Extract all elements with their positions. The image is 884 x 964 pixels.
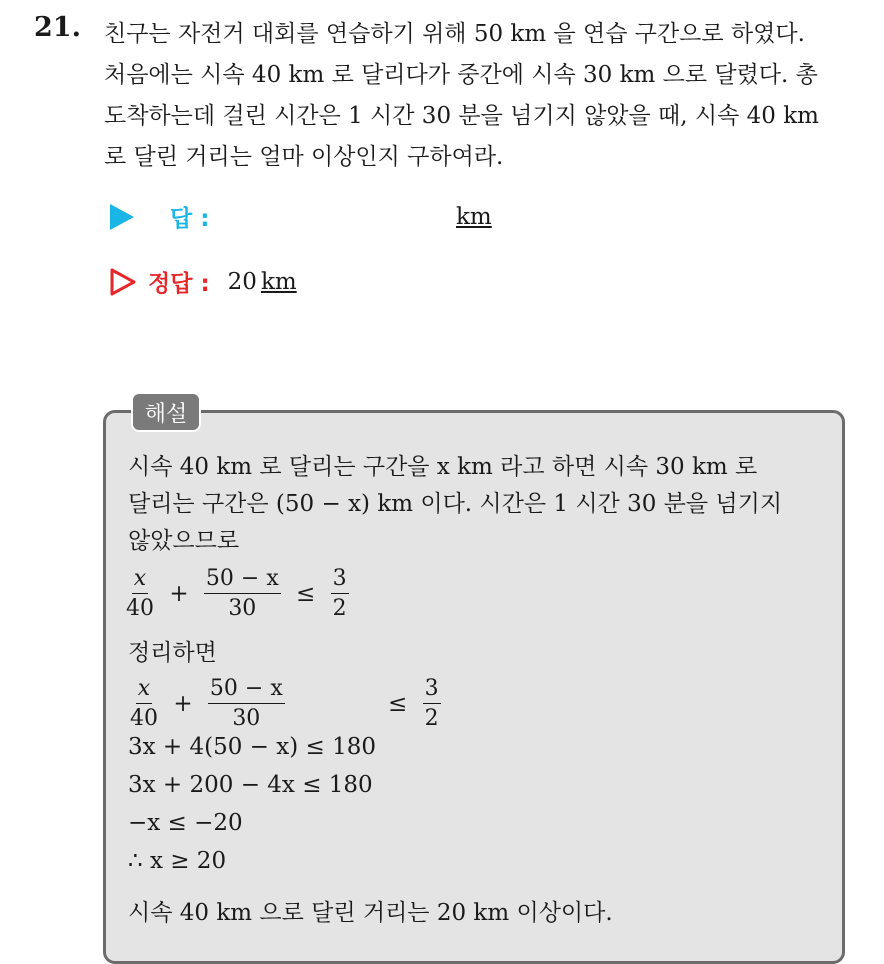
correct-answer-row [110,265,297,298]
correct-answer-unit: km [260,268,297,295]
solution-conclusion: 시속 40 km 으로 달린 거리는 20 km 이상이다. [128,900,613,926]
solution-step: ∴ x ≥ 20 [128,848,227,874]
question-line: 친구는 자전거 대회를 연습하기 위해 50 km 을 연습 구간으로 하였다. [104,21,805,47]
correct-answer-value: 20 km [227,268,297,295]
fraction: $\frac{3}{2}$ [332,566,347,621]
solution-intro-line: 않았으므로 [128,528,240,554]
play-outline-icon [110,268,136,296]
inequality-2: $\frac{x}{40}$ + $\frac{50 - x}{30}$ ≤ $\frac{3}{2}$ [130,676,439,731]
play-filled-icon [110,204,134,230]
solution-step: 3x + 4(50 − x) ≤ 180 [128,734,377,760]
fraction: $\frac{3}{2}$ [424,676,439,731]
question-text [104,14,874,178]
question-line: 처음에는 시속 40 km 로 달리다가 중간에 시속 30 km 으로 달렸다. 총 [104,62,818,88]
solution-step: −x ≤ −20 [128,810,243,836]
solution-intro-line: 달리는 구간은 (50 − x) km 이다. 시간은 1 시간 30 분을 넘기지 [128,491,783,517]
fraction: $\frac{50 - x}{30}$ [205,566,279,621]
answer-row [110,200,209,233]
solution-step: 3x + 200 − 4x ≤ 180 [128,772,373,798]
simplify-label: 정리하면 [128,640,217,666]
solution-intro-line: 시속 40 km 로 달리는 구간을 x km 라고 하면 시속 30 km 로 [128,454,758,480]
fraction: $\frac{50 - x}{30}$ [209,676,283,731]
correct-answer-label: 정답 : [148,271,210,297]
answer-blank-unit: km [456,204,492,230]
question-line: 도착하는데 걸린 시간은 1 시간 30 분을 넘기지 않았을 때, 시속 40 km [104,103,819,129]
question-line: 로 달린 거리는 얼마 이상인지 구하여라. [104,144,504,170]
fraction: $\frac{x}{40}$ [126,566,154,621]
inequality-1: $\frac{x}{40}$ + $\frac{50 - x}{30}$ ≤ $\frac{3}{2}$ [126,566,347,621]
question-number: 21. [34,12,81,43]
fraction: $\frac{x}{40}$ [130,676,158,731]
solution-tag: 해설 [131,392,201,432]
answer-label: 답 : [170,206,210,232]
